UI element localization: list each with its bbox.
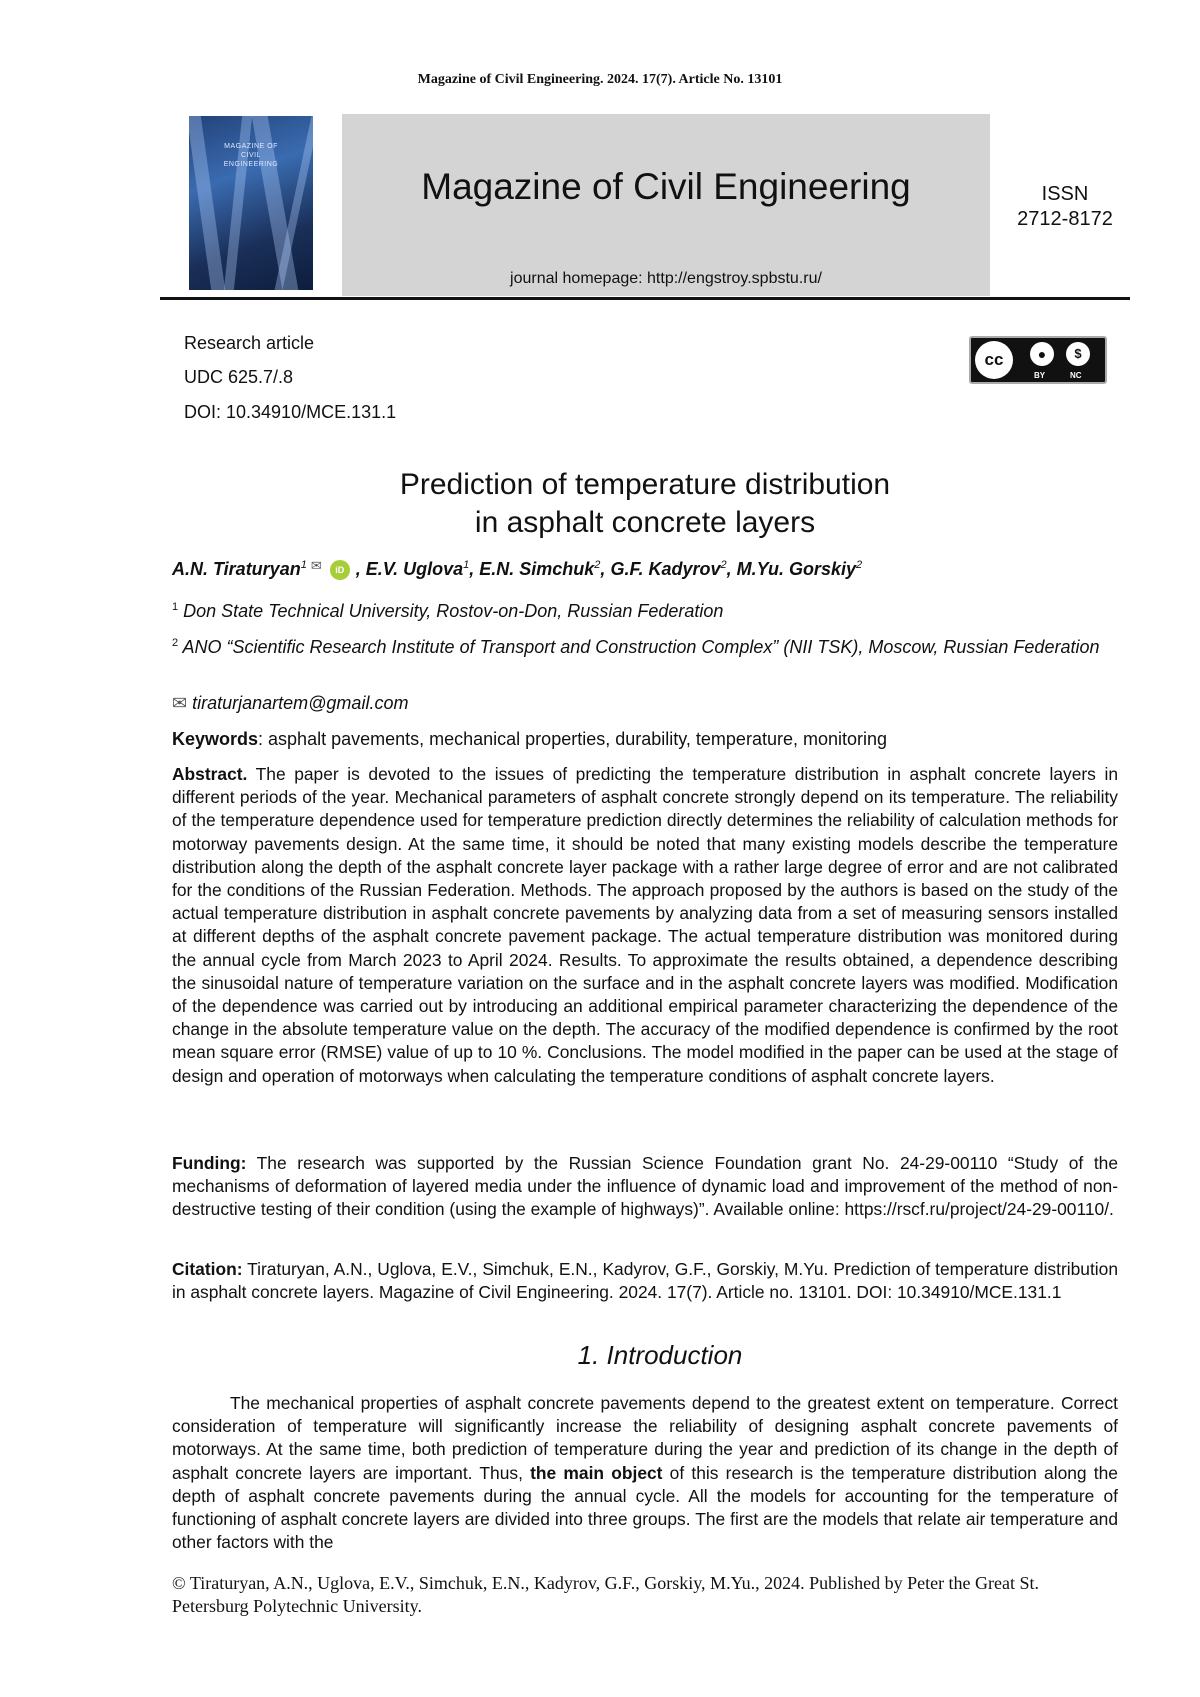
running-header: Magazine of Civil Engineering. 2024. 17(7). Article No. 13101 bbox=[417, 72, 783, 87]
nc-label: NC bbox=[1070, 371, 1082, 380]
article-title bbox=[0, 466, 1200, 542]
author-name: E.V. Uglova bbox=[365, 559, 464, 579]
abstract-label: Abstract. bbox=[172, 764, 248, 784]
affiliation-sup: 2 bbox=[172, 637, 179, 649]
author-affiliation-sup: 2 bbox=[855, 559, 863, 571]
keywords-text: : asphalt pavements, mechanical properties, durability, temperature, monitoring bbox=[258, 729, 888, 749]
author-list: A.N. Tiraturyan$^1$ ✉ iD , E.V. Uglova$^1$, E.N. Simchuk$^2$, G.F. Kadyrov$^2$, M.Yu. Gorskiy$^2$ bbox=[172, 558, 863, 579]
keywords-label: Keywords bbox=[172, 729, 259, 749]
journal-cover-image bbox=[189, 116, 313, 290]
funding bbox=[172, 1152, 1118, 1222]
intro-text-before: The mechanical properties of asphalt concrete pavements depend to the greatest extent on temperature. Correct consideration of temperature will significantly increase the reliability of designing asphalt concrete pavements of motorways. At the same time, both prediction of temperature during the year and prediction of its change in the depth of asphalt concrete layers are important. Thus, bbox=[172, 1393, 1118, 1483]
section-heading-introduction: 1. Introduction bbox=[577, 1340, 743, 1370]
issn bbox=[1000, 182, 1130, 232]
envelope-icon: ✉ bbox=[172, 693, 188, 713]
corresponding-email bbox=[172, 692, 1122, 715]
by-person-icon: ● bbox=[1030, 342, 1054, 366]
journal-homepage[interactable]: journal homepage: http://engstroy.spbstu.ru/ bbox=[510, 270, 822, 287]
issn-number: 2712-8172 bbox=[1017, 208, 1113, 230]
intro-bold-term: the main object bbox=[530, 1462, 663, 1483]
title-line-1: Prediction of temperature distribution bbox=[399, 468, 891, 501]
issn-label: ISSN bbox=[1041, 183, 1089, 205]
cc-circle: cc bbox=[975, 341, 1013, 379]
intro-text-after: of this research is the temperature distribution along the depth of asphalt concrete pavements during the annual cycle. All the models for accounting for the temperature of functioning of asphalt concrete layers are divided into three groups. The first are the models that relate air temperature and other factors with the bbox=[172, 1462, 1118, 1553]
author-affiliation-sup: 1 bbox=[463, 559, 470, 571]
author-affiliation-sup: 1 bbox=[300, 559, 307, 571]
funding-label: Funding: bbox=[172, 1153, 247, 1173]
orcid-icon[interactable]: iD bbox=[330, 560, 350, 580]
by-label: BY bbox=[1034, 371, 1046, 380]
udc: UDC 625.7/.8 bbox=[184, 367, 294, 387]
author-affiliation-sup: 2 bbox=[594, 559, 601, 571]
copyright-notice: © Tiraturyan, A.N., Uglova, E.V., Simchuk, E.N., Kadyrov, G.F., Gorskiy, M.Yu., 2024. Published by Peter the Great St. Petersburg Polytechnic University. bbox=[172, 1573, 1040, 1616]
citation-label: Citation: bbox=[172, 1259, 243, 1279]
cover-title: MAGAZINE OF CIVIL ENGINEERING bbox=[223, 143, 279, 168]
affiliation-text: Don State Technical University, Rostov-on-Don, Russian Federation bbox=[183, 601, 724, 621]
keywords bbox=[172, 728, 1118, 751]
header-divider bbox=[160, 297, 1130, 300]
citation bbox=[172, 1258, 1118, 1304]
title-line-2: in asphalt concrete layers bbox=[474, 506, 816, 539]
affiliation bbox=[172, 632, 1122, 659]
article-type: Research article bbox=[184, 333, 315, 353]
affiliation-text: ANO “Scientific Research Institute of Transport and Construction Complex” (NII TSK), Moscow, Russian Federation bbox=[182, 637, 1100, 657]
nc-dollar-icon: $ bbox=[1066, 342, 1090, 366]
author-name: A.N. Tiraturyan bbox=[172, 559, 301, 579]
author-name: M.Yu. Gorskiy bbox=[736, 559, 856, 579]
funding-text: The research was supported by the Russian Science Foundation grant No. 24-29-00110 “Study of the mechanisms of deformation of layered media under the influence of dynamic load and improvement of the method of non-destructive testing of their condition (using the example of highways)”. Available online: https://rscf.ru/project/24-29-00110/. bbox=[172, 1153, 1118, 1220]
affiliation bbox=[172, 596, 1122, 623]
cc-by-nc-icon[interactable] bbox=[969, 336, 1107, 384]
doi[interactable]: DOI: 10.34910/MCE.131.1 bbox=[184, 402, 397, 422]
citation-text: Tiraturyan, A.N., Uglova, E.V., Simchuk, E.N., Kadyrov, G.F., Gorskiy, M.Yu. Prediction of temperature distribution in asphalt concrete layers. Magazine of Civil Engineering. 2024. 17(7). Article no. 13101. DOI: 10.34910/MCE.131.1 bbox=[172, 1259, 1118, 1303]
affiliation-sup: 1 bbox=[172, 601, 179, 613]
author-name: G.F. Kadyrov bbox=[610, 559, 721, 579]
email-link[interactable]: tiraturjanartem@gmail.com bbox=[192, 693, 409, 713]
journal-name: Magazine of Civil Engineering bbox=[421, 166, 911, 207]
author-affiliation-sup: 2 bbox=[720, 559, 727, 571]
abstract-text: The paper is devoted to the issues of predicting the temperature distribution in asphalt concrete layers in different periods of the year. Mechanical parameters of asphalt concrete strongly depend on its temperature. The reliability of the temperature dependence used for temperature prediction directly determines the reliability of calculation methods for motorway pavements design. At the same time, it should be noted that many existing models describe the temperature distribution along the depth of the asphalt concrete layer package with a rather large degree of error and are not calibrated for the conditions of the Russian Federation. Methods. The approach proposed by the authors is based on the study of the actual temperature distribution in asphalt concrete pavements by analyzing data from a set of measuring sensors installed at different depths of the asphalt concrete pavement package. The actual temperature distribution was monitored during the annual cycle from March 2023 to April 2024. Results. To approximate the results obtained, a dependence describing the sinusoidal nature of temperature variation on the surface and in the asphalt concrete layers was modified. Modification of the dependence was carried out by introducing an additional empirical parameter characterizing the dependence of the change in the absolute temperature value on the depth. The accuracy of the modified dependence is confirmed by the root mean square error (RMSE) value of up to 10 %. Conclusions. The model modified in the paper can be used at the stage of design and operation of motorways when calculating the temperature conditions of asphalt concrete layers. bbox=[172, 764, 1118, 1086]
envelope-icon: ✉ bbox=[310, 558, 322, 573]
abstract bbox=[172, 763, 1118, 1088]
introduction-paragraph bbox=[172, 1392, 1118, 1554]
author-name: E.N. Simchuk bbox=[479, 559, 595, 579]
